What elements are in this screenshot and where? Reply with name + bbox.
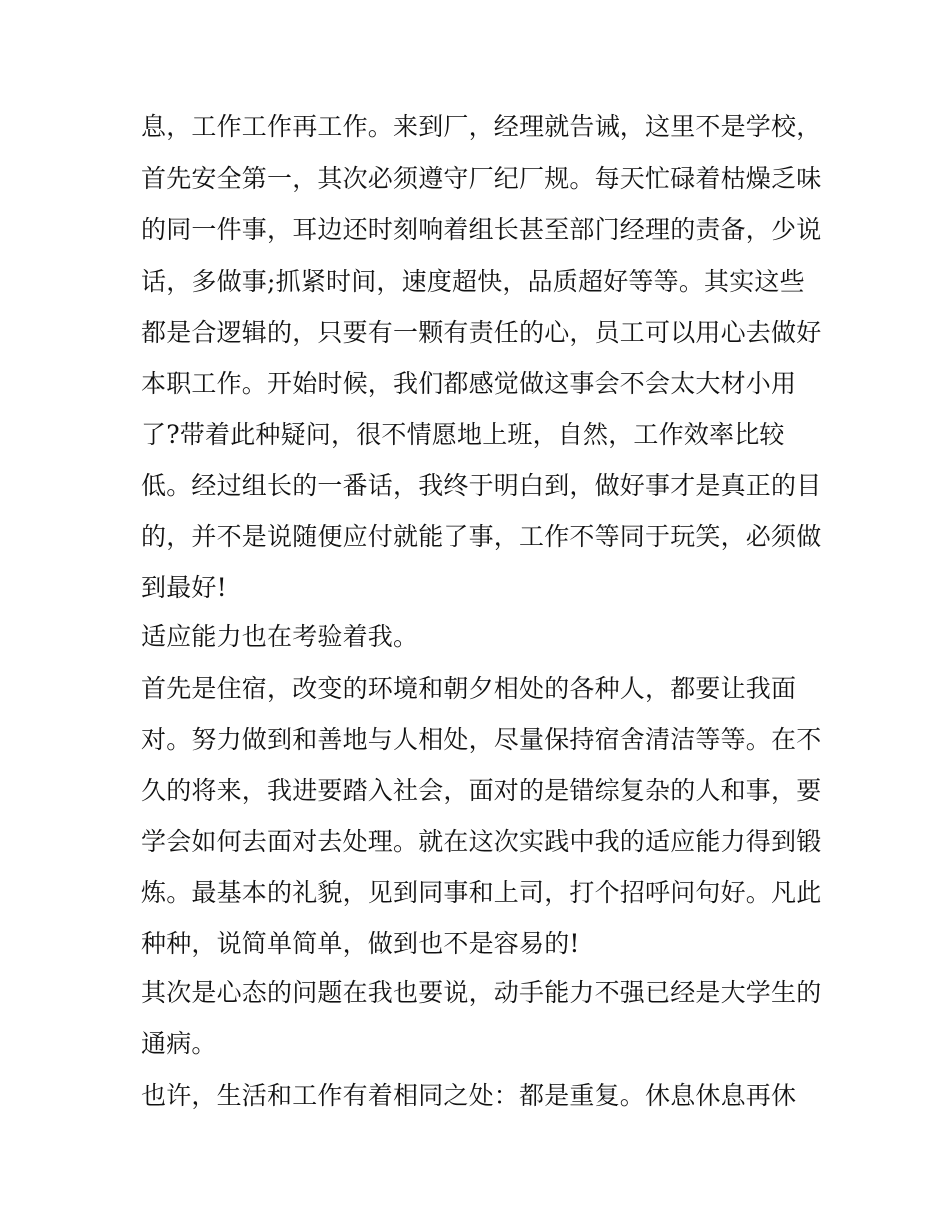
text-line-10: 到最好!: [141, 573, 227, 602]
text-line-17: 种种，说简单简单，做到也不是容易的!: [141, 929, 580, 958]
text-line-9: 的，并不是说随便应付就能了事，工作不等同于玩笑，必须做: [141, 522, 822, 551]
text-line-2: 首先安全第一，其次必须遵守厂纪厂规。每天忙碌着枯燥乏味: [141, 164, 822, 193]
text-line-15: 学会如何去面对去处理。就在这次实践中我的适应能力得到锻: [141, 827, 822, 856]
text-line-8: 低。经过组长的一番话，我终于明白到，做好事才是真正的目: [141, 471, 822, 500]
text-line-6: 本职工作。开始时候，我们都感觉做这事会不会太大材小用: [141, 369, 797, 398]
text-line-4: 话，多做事;抓紧时间，速度超快，品质超好等等。其实这些: [141, 267, 805, 296]
text-line-14: 久的将来，我进要踏入社会，面对的是错综复杂的人和事，要: [141, 776, 822, 805]
text-line-3: 的同一件事，耳边还时刻响着组长甚至部门经理的责备，少说: [141, 215, 822, 244]
text-line-19: 通病。: [141, 1029, 217, 1058]
text-line-11: 适应能力也在考验着我。: [141, 622, 419, 651]
text-line-20: 也许，生活和工作有着相同之处：都是重复。休息休息再休: [141, 1081, 797, 1110]
text-line-16: 炼。最基本的礼貌，见到同事和上司，打个招呼问句好。凡此: [141, 878, 822, 907]
text-line-1: 息，工作工作再工作。来到厂，经理就告诫，这里不是学校，: [141, 112, 822, 141]
text-line-5: 都是合逻辑的，只要有一颗有责任的心，员工可以用心去做好: [141, 318, 822, 347]
text-line-12: 首先是住宿，改变的环境和朝夕相处的各种人，都要让我面: [141, 674, 797, 703]
text-line-18: 其次是心态的问题在我也要说，动手能力不强已经是大学生的: [141, 978, 822, 1007]
text-line-13: 对。努力做到和善地与人相处，尽量保持宿舍清洁等等。在不: [141, 725, 822, 754]
text-line-7: 了?带着此种疑问，很不情愿地上班，自然，工作效率比较: [141, 420, 785, 449]
